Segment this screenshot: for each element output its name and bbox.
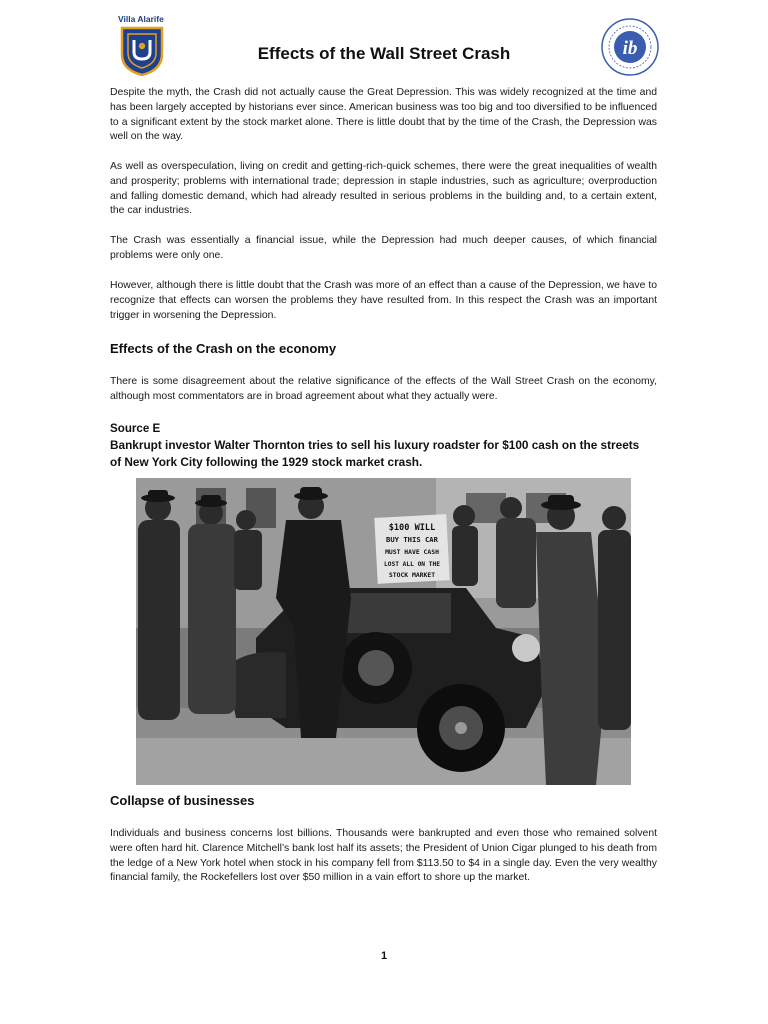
section-heading-collapse: Collapse of businesses — [110, 793, 255, 808]
page-title: Effects of the Wall Street Crash — [257, 44, 511, 63]
source-caption: Bankrupt investor Walter Thornton tries to sell his luxury roadster for $100 cash on the streets of New York City following the 1929 stock market crash. — [110, 438, 640, 469]
section-heading-economy: Effects of the Crash on the economy — [110, 341, 337, 356]
source-label: Source E — [110, 422, 161, 435]
for-sale-sign — [374, 514, 449, 584]
intro-paragraph-3: The Crash was essentially a financial issue, while the Depression had much deeper causes, of which financial problems were only one. — [110, 235, 657, 261]
intro-paragraph-4: However, although there is little doubt that the Crash was more of an effect than a cause of the Depression, we have to recognize that effects can worsen the problems they have resulted from. In this respect the Crash was an important trigger in worsening the Depression. — [110, 280, 657, 321]
intro-paragraph-1: Despite the myth, the Crash did not actually cause the Great Depression. This was widely recognized at the time and has been largely accepted by historians ever since. American business was too big and too diversified to be influenced to a significant extent by the stock market alone. There is little doubt that by the time of the Crash, the Depression was well on the way. — [110, 87, 657, 143]
sign-line-5: STOCK MARKET — [388, 571, 436, 579]
sign-line-4: LOST ALL ON THE — [384, 561, 440, 568]
sign-line-2: BUY THIS CAR — [386, 535, 438, 544]
collapse-paragraph: Individuals and business concerns lost billions. Thousands were bankrupted and even those who remained solvent were often hard hit. Clarence Mitchell’s bank lost half its assets; the President of Union Cigar plunged to his death from the ledge of a New York hotel when stock in his company fell from $113.50 to $4 in a single day. Even the very wealthy financial family, the Rockefellers lost over $50 million in a vain effort to shore up the market. — [110, 828, 657, 884]
page-number: 1 — [380, 950, 388, 962]
svg-text:ib: ib — [622, 38, 638, 59]
sign-line-3: MUST HAVE CASH — [385, 548, 439, 556]
school-name: Villa Alarife — [118, 14, 164, 24]
sign-line-1: $100 WILL — [388, 523, 436, 533]
economy-paragraph: There is some disagreement about the relative significance of the effects of the Wall Street Crash on the economy, although most commentators are in broad agreement about what they actually were. — [110, 376, 657, 402]
historical-photo — [136, 478, 631, 785]
intro-paragraph-2: As well as overspeculation, living on credit and getting-rich-quick schemes, there were the great inequalities of wealth and prosperity; problems with international trade; depression in staple industries, such as agriculture; overproduction and falling domestic demand, which had already resulted in serious problems in the building and, to a certain extent, the car industries. — [110, 161, 657, 217]
